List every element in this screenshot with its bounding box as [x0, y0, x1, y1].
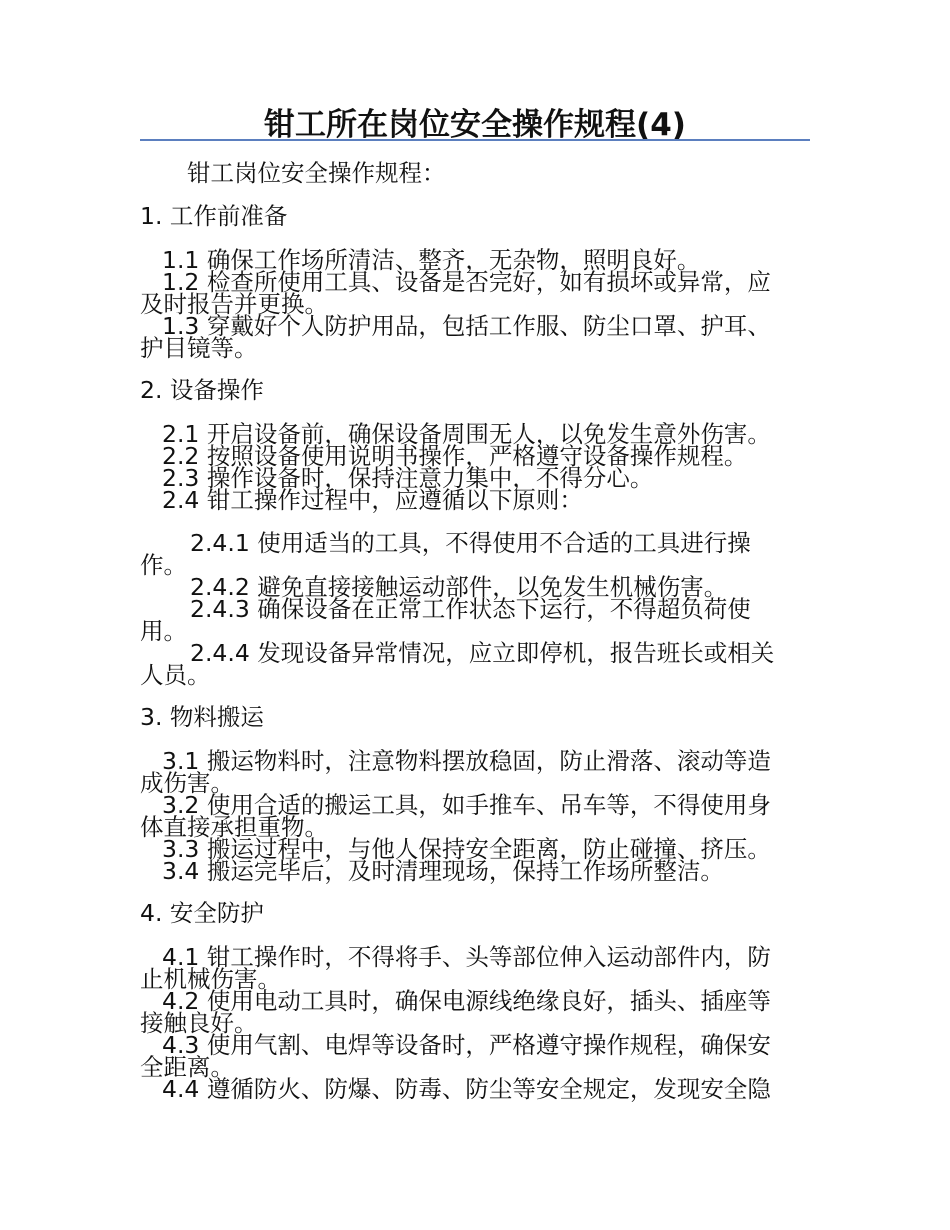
item-4-1-cont: 止机械伤害。 [140, 965, 281, 993]
item-3-3: 3.3 搬运过程中，与他人保持安全距离，防止碰撞、挤压。 [162, 835, 771, 863]
section-3-heading: 3. 物料搬运 [140, 703, 264, 731]
section-4-heading: 4. 安全防护 [140, 899, 264, 927]
item-2-4: 2.4 钳工操作过程中，应遵循以下原则： [162, 486, 583, 514]
intro-line: 钳工岗位安全操作规程： [187, 159, 446, 187]
item-2-4-2: 2.4.2 避免直接接触运动部件，以免发生机械伤害。 [190, 573, 728, 601]
item-2-4-4-cont: 人员。 [140, 661, 211, 689]
item-2-1: 2.1 开启设备前，确保设备周围无人，以免发生意外伤害。 [162, 420, 771, 448]
item-3-1: 3.1 搬运物料时，注意物料摆放稳固，防止滑落、滚动等造 [162, 747, 771, 775]
item-2-4-3-cont: 用。 [140, 617, 187, 645]
item-1-3-cont: 护目镜等。 [140, 334, 258, 362]
item-4-4: 4.4 遵循防火、防爆、防毒、防尘等安全规定，发现安全隐 [162, 1075, 771, 1103]
item-3-2: 3.2 使用合适的搬运工具，如手推车、吊车等，不得使用身 [162, 791, 771, 819]
item-2-2: 2.2 按照设备使用说明书操作，严格遵守设备操作规程。 [162, 442, 748, 470]
item-3-2-cont: 体直接承担重物。 [140, 813, 328, 841]
document-title: 钳工所在岗位安全操作规程(4) [264, 107, 686, 143]
item-1-1: 1.1 确保工作场所清洁、整齐，无杂物，照明良好。 [162, 246, 701, 274]
item-1-2-cont: 及时报告并更换。 [140, 290, 328, 318]
item-3-4: 3.4 搬运完毕后，及时清理现场，保持工作场所整洁。 [162, 857, 724, 885]
section-1-heading: 1. 工作前准备 [140, 202, 288, 230]
item-4-3: 4.3 使用气割、电焊等设备时，严格遵守操作规程，确保安 [162, 1031, 771, 1059]
item-2-4-3: 2.4.3 确保设备在正常工作状态下运行，不得超负荷使 [190, 595, 751, 623]
item-2-3: 2.3 操作设备时，保持注意力集中，不得分心。 [162, 464, 654, 492]
item-2-4-4: 2.4.4 发现设备异常情况，应立即停机，报告班长或相关 [190, 639, 775, 667]
item-4-1: 4.1 钳工操作时，不得将手、头等部位伸入运动部件内，防 [162, 943, 771, 971]
section-2-heading: 2. 设备操作 [140, 376, 264, 404]
item-1-2: 1.2 检查所使用工具、设备是否完好，如有损坏或异常，应 [162, 268, 771, 296]
item-4-2-cont: 接触良好。 [140, 1009, 258, 1037]
item-2-4-1-cont: 作。 [140, 551, 187, 579]
item-4-3-cont: 全距离。 [140, 1053, 234, 1081]
item-4-2: 4.2 使用电动工具时，确保电源线绝缘良好，插头、插座等 [162, 987, 771, 1015]
item-2-4-1: 2.4.1 使用适当的工具，不得使用不合适的工具进行操 [190, 529, 751, 557]
item-1-3: 1.3 穿戴好个人防护用品，包括工作服、防尘口罩、护耳、 [162, 312, 771, 340]
item-3-1-cont: 成伤害。 [140, 769, 234, 797]
title-underline [140, 139, 810, 141]
